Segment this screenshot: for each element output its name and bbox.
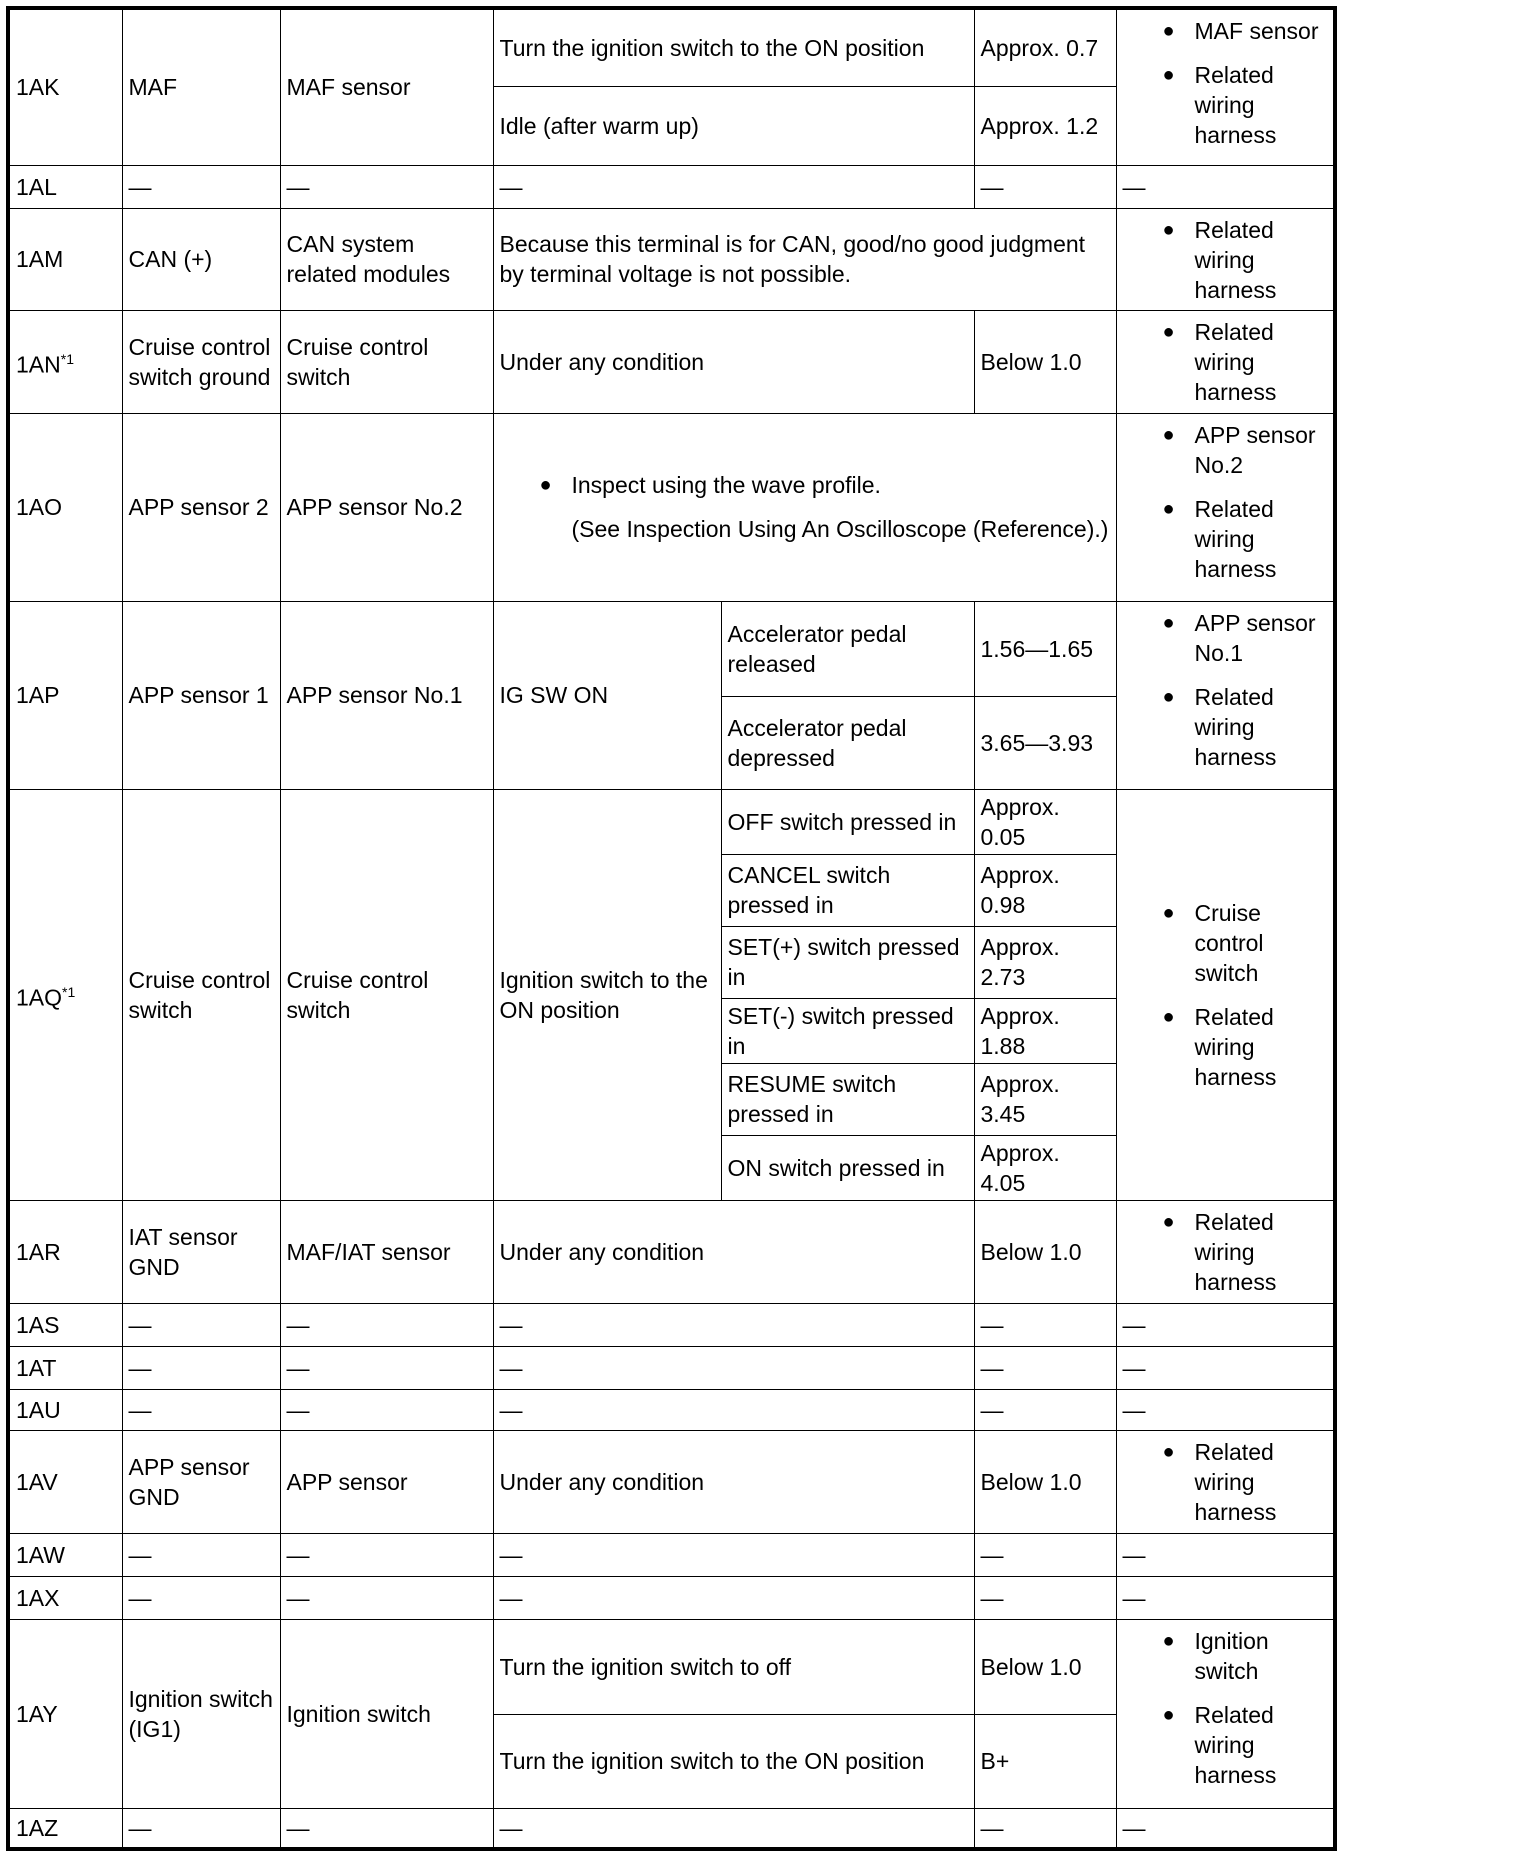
terminal-cell: [8, 8, 122, 165]
table-row: [8, 1808, 1335, 1849]
terminal-cell: [8, 413, 122, 601]
footnote-mark: *1: [60, 350, 74, 367]
terminal-inspection-table: [6, 6, 1337, 1851]
value-cell: —: [974, 1346, 1116, 1389]
note-reference: (See Inspection Using An Oscilloscope (Reference).): [571, 516, 1109, 542]
check-item-label: APP sensor No.1: [1194, 609, 1316, 666]
condition-cell: IG SW ON: [493, 601, 721, 789]
component-cell: Cruise control switch: [280, 789, 493, 1200]
terminal-cell: [8, 601, 122, 789]
signal-name-cell: Cruise control switch: [122, 789, 280, 1200]
check-item-cell: [1116, 1430, 1335, 1533]
terminal-cell: [8, 1430, 122, 1533]
check-item-cell: —: [1116, 165, 1335, 208]
signal-name-cell: Ignition switch (IG1): [122, 1619, 280, 1808]
check-item: [1163, 1002, 1328, 1092]
terminal-cell: [8, 310, 122, 413]
component-cell: —: [280, 1303, 493, 1346]
bullet-icon: ●: [1162, 20, 1175, 42]
signal-name-cell: Cruise control switch ground: [122, 310, 280, 413]
component-cell: Ignition switch: [280, 1619, 493, 1808]
check-item-label: Related wiring harness: [1194, 1701, 1277, 1788]
bullet-icon: ●: [1162, 423, 1175, 446]
check-item-cell: —: [1116, 1346, 1335, 1389]
value-cell: —: [974, 165, 1116, 208]
check-item-label: Related wiring harness: [1194, 1003, 1277, 1090]
component-cell: APP sensor No.2: [280, 413, 493, 601]
check-item-label: Related wiring harness: [1194, 1208, 1277, 1295]
condition-cell: Turn the ignition switch to off: [493, 1619, 974, 1714]
value-cell: 3.65—3.93: [974, 696, 1116, 789]
signal-name-cell: —: [122, 1533, 280, 1576]
terminal-id: 1AU: [16, 1396, 61, 1423]
terminal-id: 1AW: [16, 1541, 65, 1568]
component-cell: MAF sensor: [280, 8, 493, 165]
component-cell: —: [280, 1576, 493, 1619]
value-cell: Approx. 1.2: [974, 86, 1116, 165]
signal-name-cell: —: [122, 1389, 280, 1430]
condition-cell: —: [493, 1533, 974, 1576]
component-cell: —: [280, 1389, 493, 1430]
check-item: [1163, 420, 1328, 480]
sub-condition-cell: Accelerator pedal depressed: [721, 696, 974, 789]
check-item-cell: —: [1116, 1533, 1335, 1576]
check-item-cell: [1116, 8, 1335, 165]
terminal-cell: [8, 1576, 122, 1619]
bullet-icon: ●: [1162, 320, 1175, 343]
signal-name-cell: —: [122, 1576, 280, 1619]
table-row: [8, 601, 1335, 696]
check-item: [1163, 60, 1328, 150]
terminal-id: 1AM: [16, 246, 64, 272]
bullet-icon: ●: [1162, 1210, 1175, 1233]
check-item: [1163, 1700, 1328, 1790]
terminal-id: 1AP: [16, 682, 60, 708]
terminal-id: 1AL: [16, 173, 57, 200]
condition-cell: —: [493, 1389, 974, 1430]
check-item: [1163, 317, 1328, 407]
table-row: [8, 1619, 1335, 1714]
condition-cell: Idle (after warm up): [493, 86, 974, 165]
check-item-label: Cruise control switch: [1194, 899, 1264, 986]
table-row: [8, 8, 1335, 86]
check-item-cell: —: [1116, 1303, 1335, 1346]
table-row: [8, 1430, 1335, 1533]
terminal-id: 1AQ: [16, 984, 63, 1011]
check-item-cell: [1116, 1619, 1335, 1808]
value-cell: Below 1.0: [974, 310, 1116, 413]
condition-cell: Ignition switch to the ON position: [493, 789, 721, 1200]
table-row: [8, 413, 1335, 601]
terminal-id: 1AS: [16, 1311, 60, 1338]
value-cell: B+: [974, 1714, 1116, 1808]
check-item: [1163, 608, 1328, 668]
table-row: [8, 165, 1335, 208]
terminal-cell: [8, 165, 122, 208]
component-cell: CAN system related modules: [280, 208, 493, 310]
component-cell: APP sensor No.1: [280, 601, 493, 789]
condition-note-cell: Because this terminal is for CAN, good/no good judgment by terminal voltage is not possible.: [493, 208, 1116, 310]
component-cell: —: [280, 165, 493, 208]
value-cell: Approx. 0.7: [974, 8, 1116, 86]
terminal-cell: [8, 1303, 122, 1346]
sub-condition-cell: ON switch pressed in: [721, 1135, 974, 1200]
signal-name-cell: IAT sensor GND: [122, 1200, 280, 1303]
check-item-label: Related wiring harness: [1194, 318, 1277, 405]
condition-cell: —: [493, 1576, 974, 1619]
condition-note-cell: [493, 413, 1116, 601]
table-row: [8, 1346, 1335, 1389]
value-cell: 1.56—1.65: [974, 601, 1116, 696]
table-row: [8, 1533, 1335, 1576]
check-item-cell: [1116, 413, 1335, 601]
check-item-label: APP sensor No.2: [1194, 421, 1316, 478]
condition-cell: —: [493, 1808, 974, 1849]
note-block: [500, 470, 1110, 544]
condition-cell: —: [493, 1346, 974, 1389]
bullet-icon: ●: [1162, 1005, 1175, 1028]
value-cell: Below 1.0: [974, 1200, 1116, 1303]
signal-name-cell: —: [122, 1303, 280, 1346]
footnote-mark: *1: [62, 983, 76, 1000]
condition-cell: Turn the ignition switch to the ON position: [493, 8, 974, 86]
condition-cell: Turn the ignition switch to the ON position: [493, 1714, 974, 1808]
terminal-id: 1AN: [16, 351, 61, 378]
check-item: [1163, 494, 1328, 584]
signal-name-cell: —: [122, 165, 280, 208]
bullet-icon: ●: [539, 474, 552, 496]
value-cell: Approx. 4.05: [974, 1135, 1116, 1200]
terminal-id: 1AV: [16, 1468, 58, 1495]
value-cell: —: [974, 1808, 1116, 1849]
bullet-icon: ●: [1162, 901, 1175, 924]
bullet-icon: ●: [1162, 685, 1175, 708]
condition-cell: —: [493, 165, 974, 208]
terminal-id: 1AY: [16, 1700, 58, 1727]
check-item: [1163, 1626, 1328, 1686]
check-item-label: Related wiring harness: [1194, 1438, 1277, 1525]
check-item-label: Related wiring harness: [1194, 62, 1277, 148]
terminal-id: 1AR: [16, 1238, 61, 1265]
check-item-label: Related wiring harness: [1194, 683, 1277, 770]
value-cell: Below 1.0: [974, 1619, 1116, 1714]
component-cell: —: [280, 1533, 493, 1576]
condition-cell: Under any condition: [493, 1200, 974, 1303]
check-item-cell: —: [1116, 1576, 1335, 1619]
check-item-cell: [1116, 310, 1335, 413]
table-row: [8, 310, 1335, 413]
check-item-cell: [1116, 208, 1335, 310]
terminal-cell: [8, 1533, 122, 1576]
table-row: [8, 1303, 1335, 1346]
table-row: [8, 208, 1335, 310]
table-row: [8, 789, 1335, 854]
sub-condition-cell: Accelerator pedal released: [721, 601, 974, 696]
terminal-id: 1AO: [16, 494, 63, 520]
sub-condition-cell: OFF switch pressed in: [721, 789, 974, 854]
table-row: [8, 1576, 1335, 1619]
component-cell: APP sensor: [280, 1430, 493, 1533]
terminal-cell: [8, 1346, 122, 1389]
sub-condition-cell: CANCEL switch pressed in: [721, 854, 974, 926]
table-row: [8, 1389, 1335, 1430]
signal-name-cell: CAN (+): [122, 208, 280, 310]
terminal-cell: [8, 1619, 122, 1808]
check-item-label: Ignition switch: [1194, 1627, 1269, 1684]
component-cell: Cruise control switch: [280, 310, 493, 413]
sub-condition-cell: SET(+) switch pressed in: [721, 926, 974, 998]
check-item-cell: —: [1116, 1808, 1335, 1849]
check-item-label: Related wiring harness: [1194, 216, 1277, 303]
terminal-cell: [8, 1808, 122, 1849]
value-cell: Approx. 0.98: [974, 854, 1116, 926]
terminal-id: 1AX: [16, 1584, 60, 1611]
signal-name-cell: APP sensor GND: [122, 1430, 280, 1533]
bullet-icon: ●: [1162, 1629, 1175, 1652]
value-cell: Below 1.0: [974, 1430, 1116, 1533]
check-item: [1163, 215, 1328, 305]
terminal-cell: [8, 789, 122, 1200]
terminal-cell: [8, 208, 122, 310]
value-cell: —: [974, 1533, 1116, 1576]
value-cell: —: [974, 1389, 1116, 1430]
condition-cell: Under any condition: [493, 310, 974, 413]
check-item-cell: —: [1116, 1389, 1335, 1430]
bullet-icon: ●: [1162, 611, 1175, 634]
check-item-cell: [1116, 601, 1335, 789]
check-item-cell: [1116, 1200, 1335, 1303]
value-cell: —: [974, 1303, 1116, 1346]
condition-cell: Under any condition: [493, 1430, 974, 1533]
terminal-cell: [8, 1389, 122, 1430]
terminal-id: 1AZ: [16, 1814, 59, 1841]
check-item-label: Related wiring harness: [1194, 495, 1277, 582]
component-cell: —: [280, 1808, 493, 1849]
bullet-icon: ●: [1162, 1440, 1175, 1463]
bullet-icon: ●: [1162, 64, 1175, 86]
signal-name-cell: MAF: [122, 8, 280, 165]
terminal-id: 1AK: [16, 74, 60, 101]
signal-name-cell: —: [122, 1346, 280, 1389]
check-item-cell: [1116, 789, 1335, 1200]
sub-condition-cell: RESUME switch pressed in: [721, 1063, 974, 1135]
component-cell: MAF/IAT sensor: [280, 1200, 493, 1303]
terminal-cell: [8, 1200, 122, 1303]
signal-name-cell: —: [122, 1808, 280, 1849]
value-cell: Approx. 0.05: [974, 789, 1116, 854]
note-bullet: [540, 470, 1110, 500]
bullet-icon: ●: [1162, 497, 1175, 520]
bullet-icon: ●: [1162, 1703, 1175, 1726]
check-item: [1163, 682, 1328, 772]
sub-condition-cell: SET(-) switch pressed in: [721, 998, 974, 1063]
bullet-icon: ●: [1162, 218, 1175, 241]
terminal-id: 1AT: [16, 1354, 57, 1381]
check-item: [1163, 1207, 1328, 1297]
check-item-label: MAF sensor: [1194, 18, 1319, 44]
check-item: [1163, 1437, 1328, 1527]
component-cell: —: [280, 1346, 493, 1389]
value-cell: —: [974, 1576, 1116, 1619]
value-cell: Approx. 3.45: [974, 1063, 1116, 1135]
condition-cell: —: [493, 1303, 974, 1346]
note-text: Inspect using the wave profile.: [571, 472, 881, 498]
value-cell: Approx. 1.88: [974, 998, 1116, 1063]
signal-name-cell: APP sensor 1: [122, 601, 280, 789]
check-item: [1163, 16, 1328, 46]
signal-name-cell: APP sensor 2: [122, 413, 280, 601]
check-item: [1163, 898, 1328, 988]
table-row: [8, 1200, 1335, 1303]
value-cell: Approx. 2.73: [974, 926, 1116, 998]
